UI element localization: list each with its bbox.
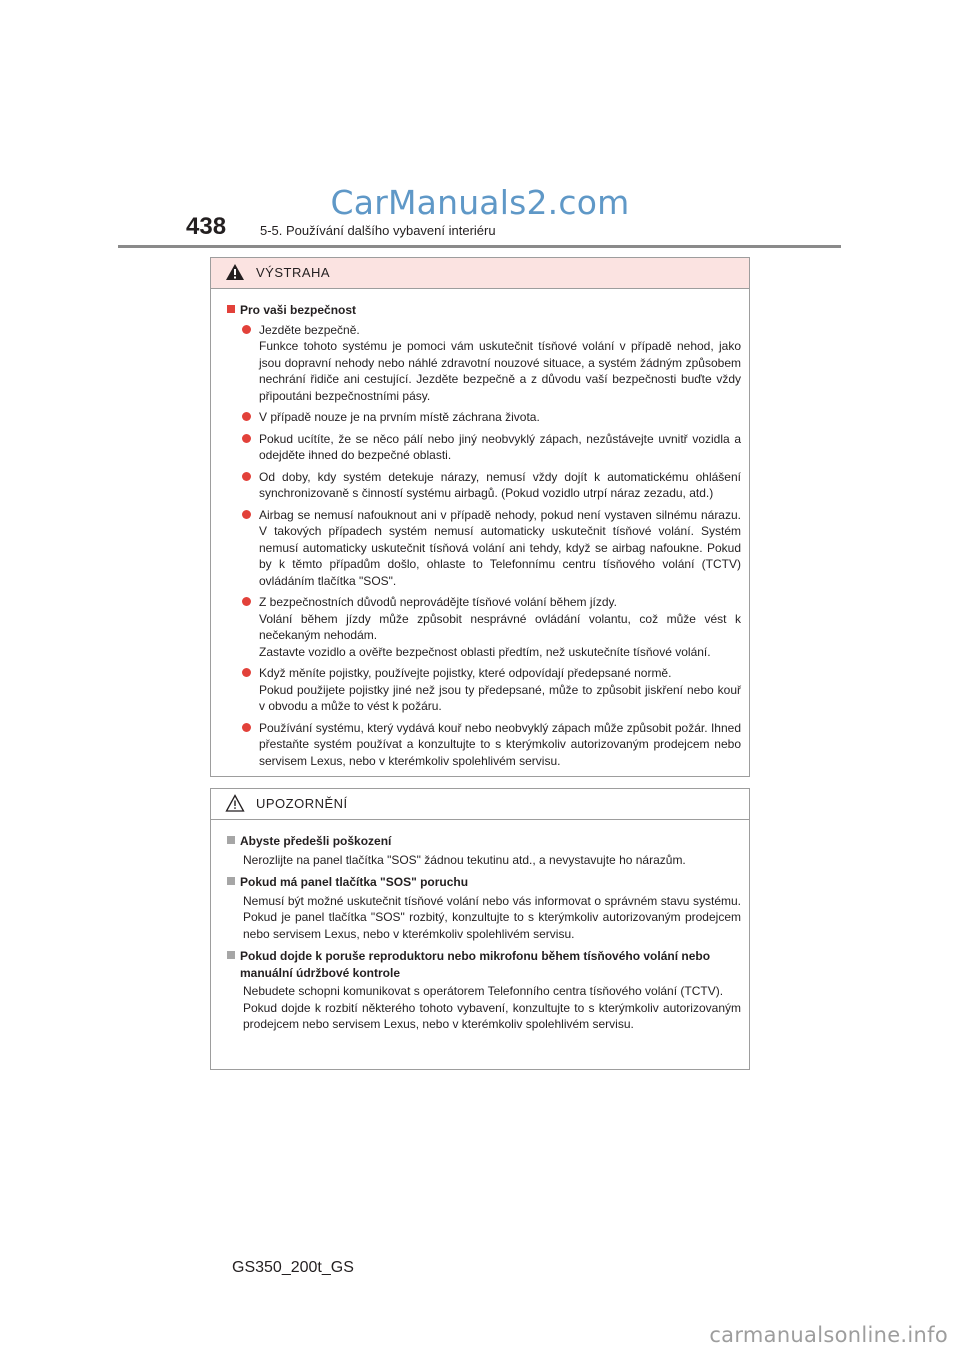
model-code: GS350_200t_GS [232, 1259, 354, 1276]
warning-triangle-icon [225, 263, 245, 281]
red-square-marker [227, 305, 235, 313]
warning-item-text: Airbag se nemusí nafouknout ani v případě nehody, pokud není vystaven silnému nárazu. V takových případech systém nemusí automaticky uskutečnit tísňové volání. Systém nemusí automaticky uskutečnit tísňová volání ani tehdy, když se airbag nafoukne. Pokud by k těmto případům došlo, ohlaste to Telefonnímu centru tísňového volání (TCTV) ovládáním tlačítka "SOS". [259, 507, 741, 588]
caution-heading-text: Pokud dojde k poruše reproduktoru nebo mikrofonu během tísňového volání nebo manuální údržbové kontrole [240, 949, 711, 980]
grey-square-marker [227, 836, 235, 844]
warning-item-text: Jezděte bezpečně. [259, 322, 360, 337]
caution-list [211, 820, 749, 1033]
caution-paragraph-text: Nebudete schopni komunikovat s operátorem Telefonního centra tísňového volání (TCTV). [243, 984, 724, 998]
watermark-carmanuals2: CarManuals2.com [330, 183, 630, 222]
page-number: 438 [186, 213, 227, 240]
warning-list [227, 322, 741, 770]
caution-paragraph [243, 983, 741, 1033]
caution-box [210, 788, 750, 1070]
warning-item-text: Pokud ucítíte, že se něco pálí nebo jiný neobvyklý zápach, nezůstávejte uvnitř vozidla a odejděte ihned do bezpečné oblasti. [259, 431, 741, 462]
caution-heading [227, 948, 741, 981]
caution-triangle-icon [225, 794, 245, 812]
caution-paragraph-text: Nerozlijte na panel tlačítka "SOS" žádnou tekutinu atd., a nevystavujte ho nárazům. [243, 852, 686, 867]
warning-item [242, 431, 741, 464]
warning-title: VÝSTRAHA [256, 265, 331, 280]
caution-box-header [211, 789, 749, 820]
grey-square-marker [227, 877, 235, 885]
caution-heading-text: Abyste předešli poškození [240, 834, 392, 848]
warning-item-text: Když měníte pojistky, používejte pojistky, které odpovídají předepsané normě. [259, 666, 672, 680]
warning-item-text: Zastavte vozidlo a ověřte bezpečnost oblasti předtím, než uskutečníte tísňové volání. [259, 644, 711, 659]
red-bullet-icon [242, 597, 251, 606]
warning-item [242, 507, 741, 590]
caution-title: UPOZORNĚNÍ [256, 796, 348, 811]
red-bullet-icon [242, 668, 251, 677]
warning-item [242, 720, 741, 770]
caution-paragraph [243, 852, 741, 869]
red-bullet-icon [242, 434, 251, 443]
header-divider [118, 245, 841, 248]
warning-item [242, 665, 741, 715]
warning-item-text: Používání systému, který vydává kouř nebo neobvyklý zápach může způsobit požár. Ihned přestaňte systém používat a konzultujte to s kterýmkoliv autorizovaným prodejcem nebo servisem Lexus, nebo v kterémkoliv spolehlivém servisu. [259, 720, 741, 768]
caution-heading [227, 833, 741, 850]
warning-item-text: Od doby, kdy systém detekuje nárazy, nemusí vždy dojít k automatickému ohlášení synchronizovaně s činností systému airbagů. (Pokud vozidlo utrpí náraz zezadu, atd.) [259, 469, 741, 500]
red-bullet-icon [242, 510, 251, 519]
watermark-carmanualsonline: carmanualsonline.info [709, 1323, 948, 1347]
warning-box-header [211, 258, 749, 289]
red-bullet-icon [242, 723, 251, 732]
warning-item-text: Funkce tohoto systému je pomoci vám uskutečnit tísňové volání v případě nehod, jako jsou dopravní nehody nebo náhlé zdravotní nouzové situace, a systém žádným způsobem nechrání řidiče ani cestující. Jezděte bezpečně a z důvodu vaší bezpečnosti buďte vždy připoutáni bezpečnostními pásy. [259, 339, 741, 403]
warning-item-text: V případě nouze je na prvním místě záchrana života. [259, 410, 540, 424]
section-title: 5-5. Používání dalšího vybavení interiéru [260, 223, 496, 238]
warning-item-text: Volání během jízdy může způsobit nesprávné ovládání volantu, což může vést k nečekaným nehodám. [259, 611, 741, 642]
warning-heading-text: Pro vaši bezpečnost [240, 303, 357, 317]
caution-heading-text: Pokud má panel tlačítka "SOS" poruchu [240, 875, 469, 889]
warning-item-text: Pokud použijete pojistky jiné než jsou ty předepsané, může to způsobit jiskření nebo kouř v obvodu a může to vést k požáru. [259, 682, 741, 713]
grey-square-marker [227, 951, 235, 959]
caution-heading [227, 874, 741, 891]
warning-item-text: Z bezpečnostních důvodů neprovádějte tísňové volání během jízdy. [259, 595, 618, 609]
warning-box [210, 257, 750, 777]
caution-paragraph-text: Pokud dojde k rozbití některého tohoto vybavení, konzultujte to s kterýmkoliv autorizovaným prodejcem nebo servisem Lexus, nebo v kterémkoliv spolehlivém servisu. [243, 1000, 741, 1031]
warning-item [242, 594, 741, 660]
warning-item [242, 409, 741, 426]
red-bullet-icon [242, 325, 251, 334]
warning-item [242, 322, 741, 405]
red-bullet-icon [242, 472, 251, 481]
caution-paragraph [243, 893, 741, 943]
caution-paragraph-text: Nemusí být možné uskutečnit tísňové volání nebo vás informovat o správném stavu systému. Pokud je panel tlačítka "SOS" rozbitý, konzultujte to s kterýmkoliv autorizovaným prodejcem nebo servisem Lexus, nebo v kterémkoliv spolehlivém servisu. [243, 893, 741, 941]
red-bullet-icon [242, 412, 251, 421]
warning-heading [227, 302, 741, 319]
warning-item [242, 469, 741, 502]
